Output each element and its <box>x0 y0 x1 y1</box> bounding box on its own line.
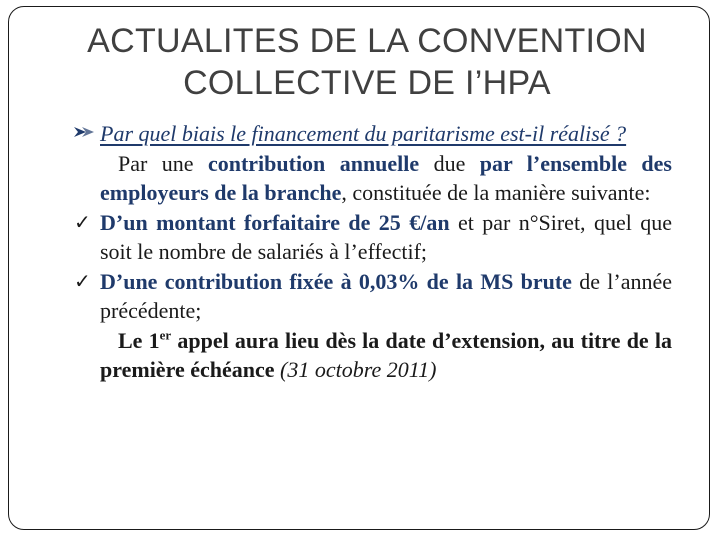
paragraph-2-part-2: appel aura lieu dès la date d’extension, au titre de la première échéance <box>100 327 672 382</box>
paragraph-2 <box>100 326 672 385</box>
bullet-1-bold: D’un montant forfaitaire de 25 €/an <box>100 209 450 235</box>
question-text: Par quel biais le financement du paritarisme est-il réalisé ? <box>100 121 627 146</box>
paragraph-1-part-2: contribution annuelle <box>207 150 420 176</box>
paragraph-1-part-4: par l’ensemble des employeurs de la branche <box>100 150 672 205</box>
slide-content <box>74 119 673 385</box>
paragraph-1-part-1: Par une <box>118 150 208 176</box>
bullet-2-rest: de l’année précédente; <box>100 268 673 323</box>
paragraph-2-part-1: Le 1 <box>118 327 160 353</box>
arrow-bullet-icon <box>72 121 98 143</box>
check-icon: ✓ <box>74 209 91 234</box>
paragraph-1-part-3: due <box>419 150 480 176</box>
bullet-2-bold: D’une contribution fixée à 0,03% de la MS brute <box>100 268 572 294</box>
paragraph-1 <box>100 149 672 208</box>
title-line-2: COLLECTIVE DE I’HPA <box>183 64 551 102</box>
question-paragraph <box>100 119 672 149</box>
paragraph-1-part-5: , constituée de la manière suivante: <box>341 180 651 205</box>
paragraph-2-part-3: (31 octobre 2011) <box>274 357 437 382</box>
paragraph-2-sup: er <box>159 327 172 343</box>
title-line-1: ACTUALITES DE LA CONVENTION <box>87 22 647 60</box>
check-icon: ✓ <box>74 268 91 293</box>
bullet-1 <box>74 208 672 267</box>
bullet-2 <box>74 267 673 326</box>
bullet-1-rest: et par n°Siret, quel que soit le nombre de salariés à l’effectif; <box>100 209 672 264</box>
slide-title <box>40 20 694 104</box>
